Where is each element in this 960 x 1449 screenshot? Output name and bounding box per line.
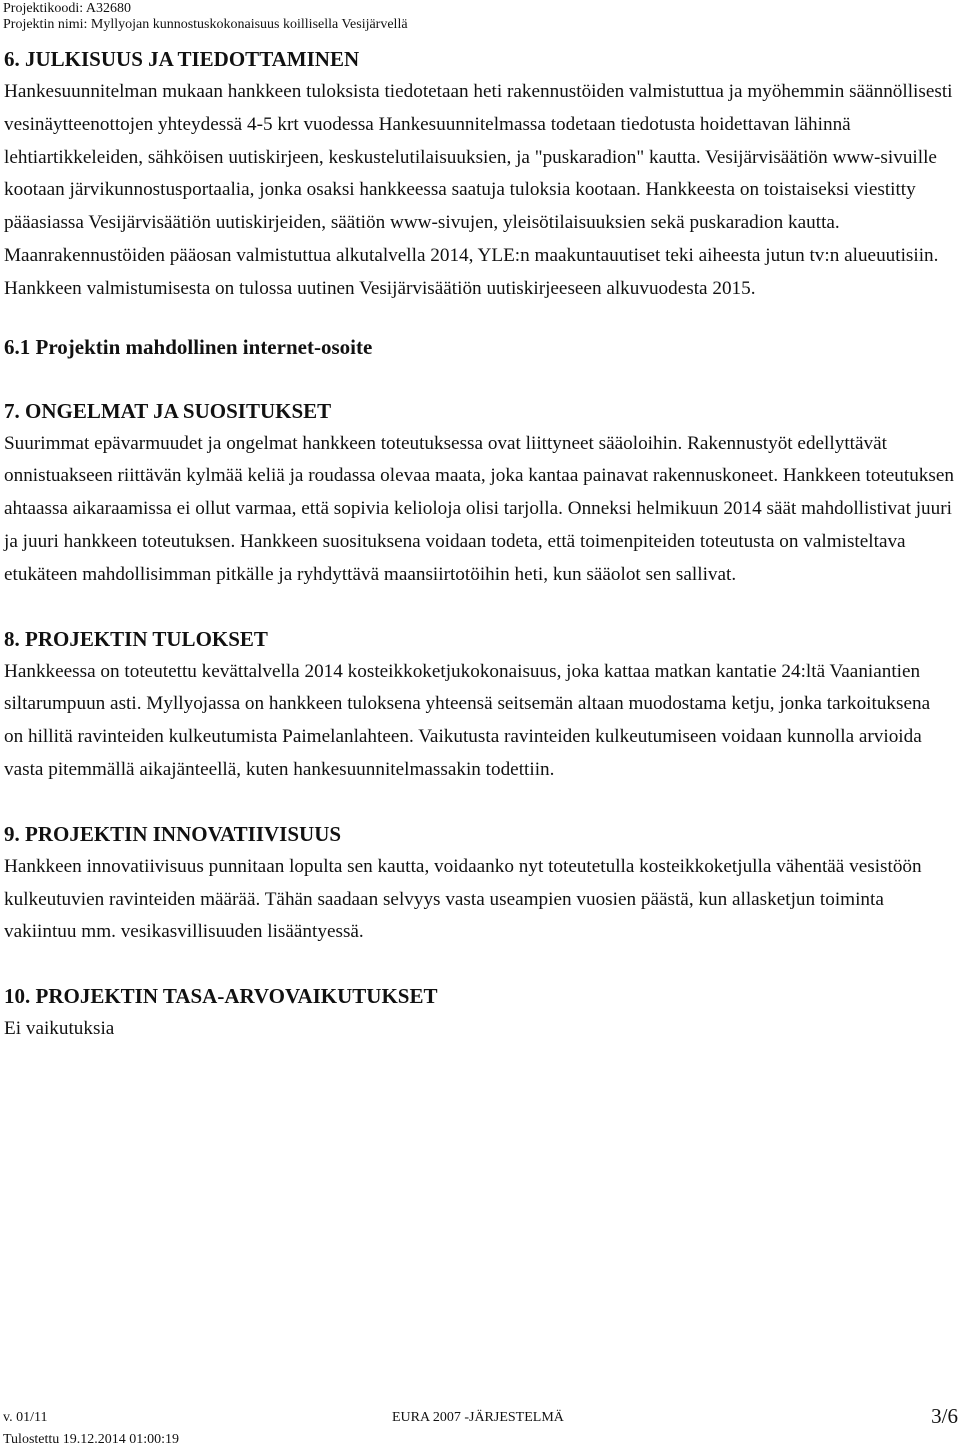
section-problems bbox=[4, 396, 954, 592]
section-results bbox=[4, 624, 954, 787]
section-heading: 6.1 Projektin mahdollinen internet-osoite bbox=[4, 334, 373, 359]
section-heading: 9. PROJEKTIN INNOVATIIVISUUS bbox=[4, 821, 342, 846]
section-heading: 8. PROJEKTIN TULOKSET bbox=[4, 626, 268, 651]
section-publicity bbox=[4, 44, 954, 306]
section-internet-address bbox=[4, 332, 954, 362]
document-body bbox=[4, 44, 954, 1046]
project-name: Projektin nimi: Myllyojan kunnostuskokonaisuus koillisella Vesijärvellä bbox=[3, 17, 408, 32]
form-version: v. 01/11 bbox=[3, 1410, 48, 1425]
section-text: Hankkeen innovatiivisuus punnitaan lopulta sen kautta, voidaanko nyt toteutetulla kosteikkoketjulla vähentää vesistöön kulkeutuvien ravinteiden määrää. Tähän saadaan selvyys vasta useampien vuosien päästä, kun allasketjun toiminta vakiintuu mm. vesikasvillisuuden lisääntyessä. bbox=[4, 855, 922, 943]
section-text: Hankesuunnitelman mukaan hankkeen tuloksista tiedotetaan heti rakennustöiden valmistuttua ja myöhemmin säännöllisesti vesinäytteenottojen yhteydessä 4-5 krt vuodessa Hankesuunnitelmassa todetaan tiedotusta hoidettavan lähinnä lehtiartikkeleiden, sähköisen uutiskirjeen, keskustelutilaisuuksien, ja "puskaradion" kautta. Vesijärvisäätiön www-sivuille kootaan järvikunnostusportaalia, jonka osaksi hankkeessa saatuja tuloksia kootaan. Hankkeesta on toistaiseksi viestitty pääasiassa Vesijärvisäätiön uutiskirjeiden, säätiön www-sivujen, yleisötilaisuuksien sekä puskaradion kautta. Maanrakennustöiden pääosan valmistuttua alkutalvella 2014, YLE:n maakuntauutiset teki aiheesta jutun tv:n alueuutisiin. Hankkeen valmistumisesta on tulossa uutinen Vesijärvisäätiön uutiskirjeeseen alkuvuodesta 2015. bbox=[4, 81, 953, 299]
section-equality-effects bbox=[4, 981, 954, 1046]
section-text: Ei vaikutuksia bbox=[4, 1018, 115, 1040]
section-heading: 10. PROJEKTIN TASA-ARVOVAIKUTUKSET bbox=[4, 984, 438, 1009]
section-text: Hankkeessa on toteutettu kevättalvella 2014 kosteikkoketjukokonaisuus, joka kattaa matkan kantatie 24:ltä Vaaniantien siltarumpuun asti. Myllyojassa on hankkeen tuloksena yhteensä seitsemän altaan muodostama ketju, jonka tarkoituksena on hillitä ravinteiden kulkeutumista Paimelanlahteen. Vaikutusta ravinteiden kulkeutumiseen voidaan kunnolla arvioida vasta pitemmällä aikajänteellä, kuten hankesuunnitelmassakin todettiin. bbox=[4, 660, 931, 780]
system-name: EURA 2007 -JÄRJESTELMÄ bbox=[392, 1410, 564, 1425]
page-number: 3/6 bbox=[931, 1404, 958, 1428]
section-heading: 6. JULKISUUS JA TIEDOTTAMINEN bbox=[4, 47, 360, 71]
print-timestamp: Tulostettu 19.12.2014 01:00:19 bbox=[3, 1432, 180, 1447]
page-header bbox=[3, 1, 408, 33]
section-heading: 7. ONGELMAT JA SUOSITUKSET bbox=[4, 398, 332, 423]
section-innovativeness bbox=[4, 819, 954, 949]
project-code: Projektikoodi: A32680 bbox=[3, 1, 131, 16]
page-footer bbox=[3, 1404, 958, 1449]
section-text: Suurimmat epävarmuudet ja ongelmat hankkeen toteutuksessa ovat liittyneet sääoloihin. Rakennustyöt edellyttävät onnistuakseen riittävän kylmää keliä ja roudassa olevaa maata, joka kantaa painavat rakennuskoneet. Hankkeen toteutuksen ahtaassa aikaraamissa ei ollut varmaa, että sopivia kelioloja olisi tarjolla. Onneksi helmikuun 2014 säät mahdollistivat juuri ja juuri hankkeen toteutuksen. Hankkeen suosituksena voidaan todeta, että toimenpiteiden toteutusta on valmisteltava etukäteen mahdollisimman pitkälle ja ryhdyttävä maansiirtotöihin heti, kun sääolot sen sallivat. bbox=[4, 432, 954, 585]
